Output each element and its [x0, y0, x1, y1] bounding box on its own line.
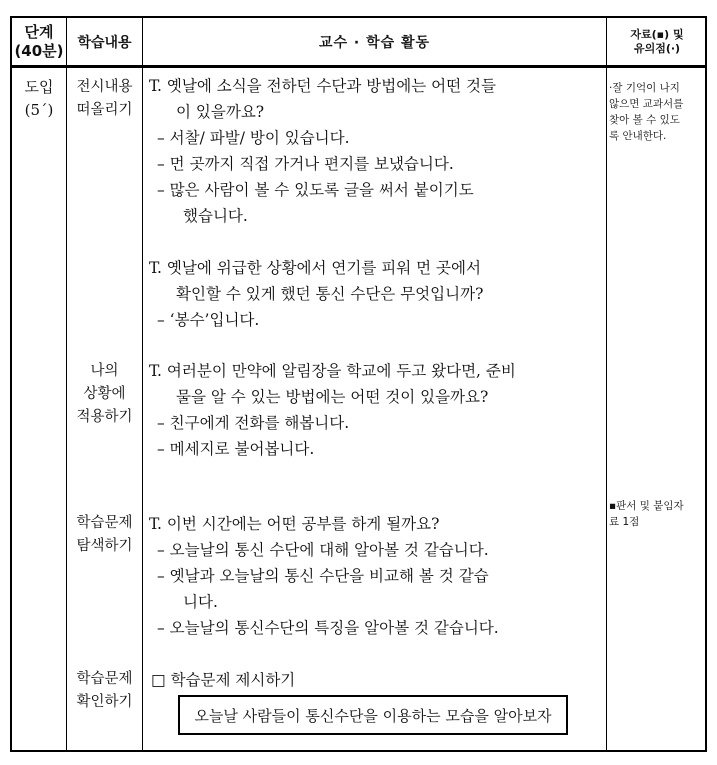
- teacher-question-cont: 이 있을까요?: [176, 103, 265, 121]
- student-answer: – 친구에게 전화를 해봅니다.: [157, 414, 350, 432]
- student-answer-cont: 니다.: [183, 593, 218, 611]
- stage-name: 도입: [24, 78, 54, 96]
- content-label-line: 탐색하기: [76, 538, 133, 554]
- student-answer: – 오늘날의 통신 수단에 대해 알아볼 것 같습니다.: [157, 541, 489, 559]
- materials-note-board: [609, 498, 705, 530]
- activity-block-bongsu: [149, 255, 604, 333]
- header-activity: 교수 · 학습 활동: [318, 34, 431, 51]
- content-label-line: 전시내용: [76, 79, 133, 95]
- header-stage-label: 단계: [24, 22, 54, 41]
- content-label-line: 확인하기: [76, 694, 133, 710]
- materials-line: 료 1점: [609, 516, 640, 528]
- header-content: 학습내용: [77, 34, 132, 51]
- teacher-question-cont: 확인할 수 있게 했던 통신 수단은 무엇입니까?: [176, 285, 484, 303]
- student-answer: – 많은 사람이 볼 수 있도록 글을 써서 붙이기도: [157, 181, 474, 199]
- content-label-line: 학습문제: [76, 515, 133, 531]
- content-label-confirm: [67, 668, 142, 714]
- lesson-plan-table: [10, 16, 707, 752]
- header-materials-line1: 자료(▪) 및: [630, 27, 684, 41]
- content-label-apply: [67, 360, 142, 429]
- teacher-question: T. 옛날에 소식을 전하던 수단과 방법에는 어떤 것들: [149, 77, 496, 95]
- materials-line: 찾아 볼 수 있도: [609, 114, 680, 126]
- header-stage-time: (40분): [14, 41, 64, 60]
- student-answer-cont: 했습니다.: [183, 207, 248, 225]
- content-label-line: 상황에: [83, 386, 126, 402]
- teacher-question-cont: 물을 알 수 있는 방법에는 어떤 것이 있을까요?: [176, 388, 489, 406]
- column-divider: [142, 18, 143, 750]
- present-problem-label: □ 학습문제 제시하기: [151, 671, 296, 689]
- teacher-question: T. 옛날에 위급한 상황에서 연기를 피워 먼 곳에서: [149, 259, 481, 277]
- activity-block-apply: [149, 358, 604, 462]
- content-label-line: 적용하기: [76, 409, 133, 425]
- materials-note-textbook: [609, 80, 705, 144]
- student-answer: – 메세지로 불어봅니다.: [157, 440, 315, 458]
- learning-goal-box: 오늘날 사람들이 통신수단을 이용하는 모습을 알아보자: [178, 695, 568, 735]
- materials-line: 않으면 교과서를: [609, 98, 684, 110]
- content-label-line: 떠올리기: [76, 102, 133, 118]
- student-answer: – ‘봉수’입니다.: [157, 311, 260, 329]
- activity-block-explore: [149, 511, 604, 641]
- materials-line: ·잘 기억이 나지: [609, 82, 680, 94]
- teacher-question: T. 이번 시간에는 어떤 공부를 하게 될까요?: [149, 515, 440, 533]
- content-label-line: 나의: [90, 363, 119, 379]
- student-answer: – 옛날과 오늘날의 통신 수단을 비교해 볼 것 같습: [157, 567, 489, 585]
- teacher-question: T. 여러분이 만약에 알림장을 학교에 두고 왔다면, 준비: [149, 362, 516, 380]
- header-materials-line2: 유의점(·): [633, 41, 681, 55]
- stage-cell: [12, 76, 66, 122]
- stage-time: (5´): [24, 101, 54, 119]
- header-stage: [12, 18, 66, 65]
- activity-block-review: [149, 73, 604, 229]
- materials-line: ▪판서 및 붙임자: [609, 500, 684, 512]
- header-materials: [607, 18, 707, 65]
- materials-line: 록 안내한다.: [609, 130, 667, 142]
- content-label-line: 학습문제: [76, 671, 133, 687]
- student-answer: – 먼 곳까지 직접 가거나 편지를 보냈습니다.: [157, 155, 454, 173]
- column-divider: [606, 18, 607, 750]
- student-answer: – 오늘날의 통신수단의 특징을 알아볼 것 같습니다.: [157, 619, 499, 637]
- content-label-review: [67, 76, 142, 122]
- header-divider: [12, 67, 705, 68]
- content-label-explore: [67, 512, 142, 558]
- student-answer: – 서찰/ 파발/ 방이 있습니다.: [157, 129, 350, 147]
